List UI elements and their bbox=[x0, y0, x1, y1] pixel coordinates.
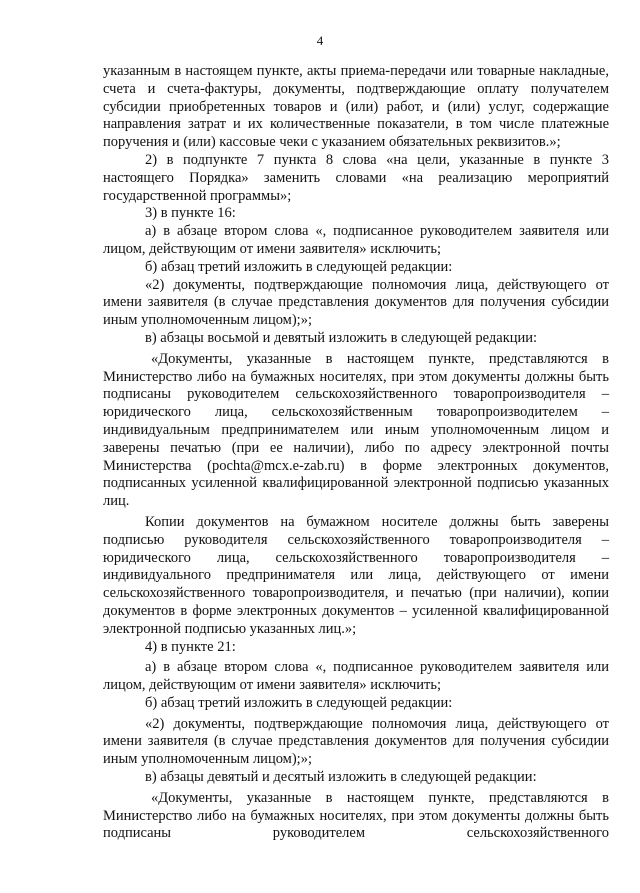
paragraph-item-4b-quote: «2) документы, подтверждающие полномочия лица, действующего от имени заявителя (в случае представления документов для получения субсидии иным уполномоченным лицом);»; bbox=[103, 715, 609, 768]
paragraph-item-3b: б) абзац третий изложить в следующей редакции: bbox=[145, 258, 453, 275]
document-body bbox=[103, 63, 609, 843]
paragraph-item-3-heading: 3) в пункте 16: bbox=[145, 205, 236, 222]
paragraph-item-3b-quote: «2) документы, подтверждающие полномочия лица, действующего от имени заявителя (в случае представления документов для получения субсидии иным уполномоченным лицом);»; bbox=[103, 276, 609, 329]
paragraph-item-4a: а) в абзаце втором слова «, подписанное руководителем заявителя или лицом, действующим от имени заявителя» исключить; bbox=[103, 659, 609, 694]
page-number: 4 bbox=[316, 33, 324, 48]
paragraph-item-3v: в) абзацы восьмой и девятый изложить в следующей редакции: bbox=[145, 329, 538, 346]
paragraph-item-3v-quote-2: Копии документов на бумажном носителе должны быть заверены подписью руководителя сельскохозяйственного товаропроизводителя – юридического лица, сельскохозяйственного товаропроизводителя – индивидуального предпринимателя или лица, действующего от имени сельскохозяйственного товаропроизводителя, и печатью (при наличии), копии документов в форме электронных документов – усиленной квалифицированной электронной подписью указанных лиц.»; bbox=[103, 513, 609, 637]
paragraph-item-4v: в) абзацы девятый и десятый изложить в следующей редакции: bbox=[145, 769, 537, 786]
paragraph-item-2: 2) в подпункте 7 пункта 8 слова «на цели, указанные в пункте 3 настоящего Порядка» заменить словами «на реализацию мероприятий государственной программы»; bbox=[103, 151, 609, 204]
paragraph-item-4v-quote: «Документы, указанные в настоящем пункте, представляются в Министерство либо на бумажных носителях, при этом документы должны быть подписаны руководителем сельскохозяйственного bbox=[103, 789, 609, 842]
paragraph-continuation: указанным в настоящем пункте, акты приема-передачи или товарные накладные, счета и счета-фактуры, документы, подтверждающие оплату получателем субсидии приобретенных товаров и (или) работ, и (или) услуг, содержащие направления затрат и их количественные показатели, в том числе платежные поручения и (или) кассовые чеки с указанием обязательных реквизитов.»; bbox=[103, 63, 609, 151]
paragraph-item-3v-quote-1: «Документы, указанные в настоящем пункте, представляются в Министерство либо на бумажных носителях, при этом документы должны быть подписаны руководителем сельскохозяйственного товаропроизводителя – юридического лица, сельскохозяйственным товаропроизводителем – индивидуальным предпринимателем или иным уполномоченным лицом и заверены печатью (при ее наличии), либо по адресу электронной почты Министерства (pochta@mcx.e-zab.ru) в форме электронных документов, подписанных усиленной квалифицированной электронной подписью указанных лиц. bbox=[103, 350, 609, 510]
paragraph-item-4b: б) абзац третий изложить в следующей редакции: bbox=[145, 694, 453, 711]
paragraph-item-4-heading: 4) в пункте 21: bbox=[145, 638, 236, 655]
paragraph-item-3a: а) в абзаце втором слова «, подписанное руководителем заявителя или лицом, действующим от имени заявителя» исключить; bbox=[103, 223, 609, 257]
